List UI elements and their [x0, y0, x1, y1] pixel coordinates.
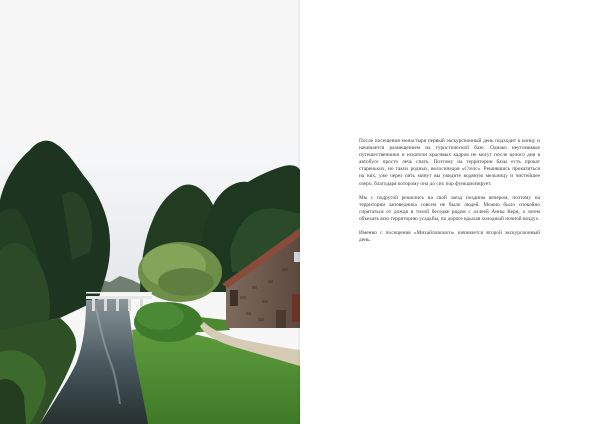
- paragraph-2: Мы с подругой решились на свой заезд поздним вечером, поэтому на территории заповедника совсем не было людей. Можно было спокойно спрятаться от дождя в тихой беседке рядом с аллеей Анны Керн, а затем объехать всю территорию усадьбы, по дороге вдыхая холодный ночной воздух.: [359, 194, 540, 222]
- bush: [134, 302, 202, 342]
- article-text: [359, 138, 540, 251]
- paragraph-1: После посещения монастыря первый экскурсионный день подходит к концу и начинается размещением на туристической базе. Однако неутомимые путешественники и искатели красивых кадров не могут после целого дня в автобусе просто лечь спать. Поэтому на территории базы есть прокат стареньких, но таких родных, велосипедов «Стелс». Решившись прокатиться на них, уже через пять минут вы увидите водяную мельницу и чистейшее озеро, благодаря которому она до сих пор функционирует.: [359, 138, 540, 187]
- paragraph-3: Именно с посещения «Михайловского» начинается второй экскурсионный день.: [359, 230, 540, 244]
